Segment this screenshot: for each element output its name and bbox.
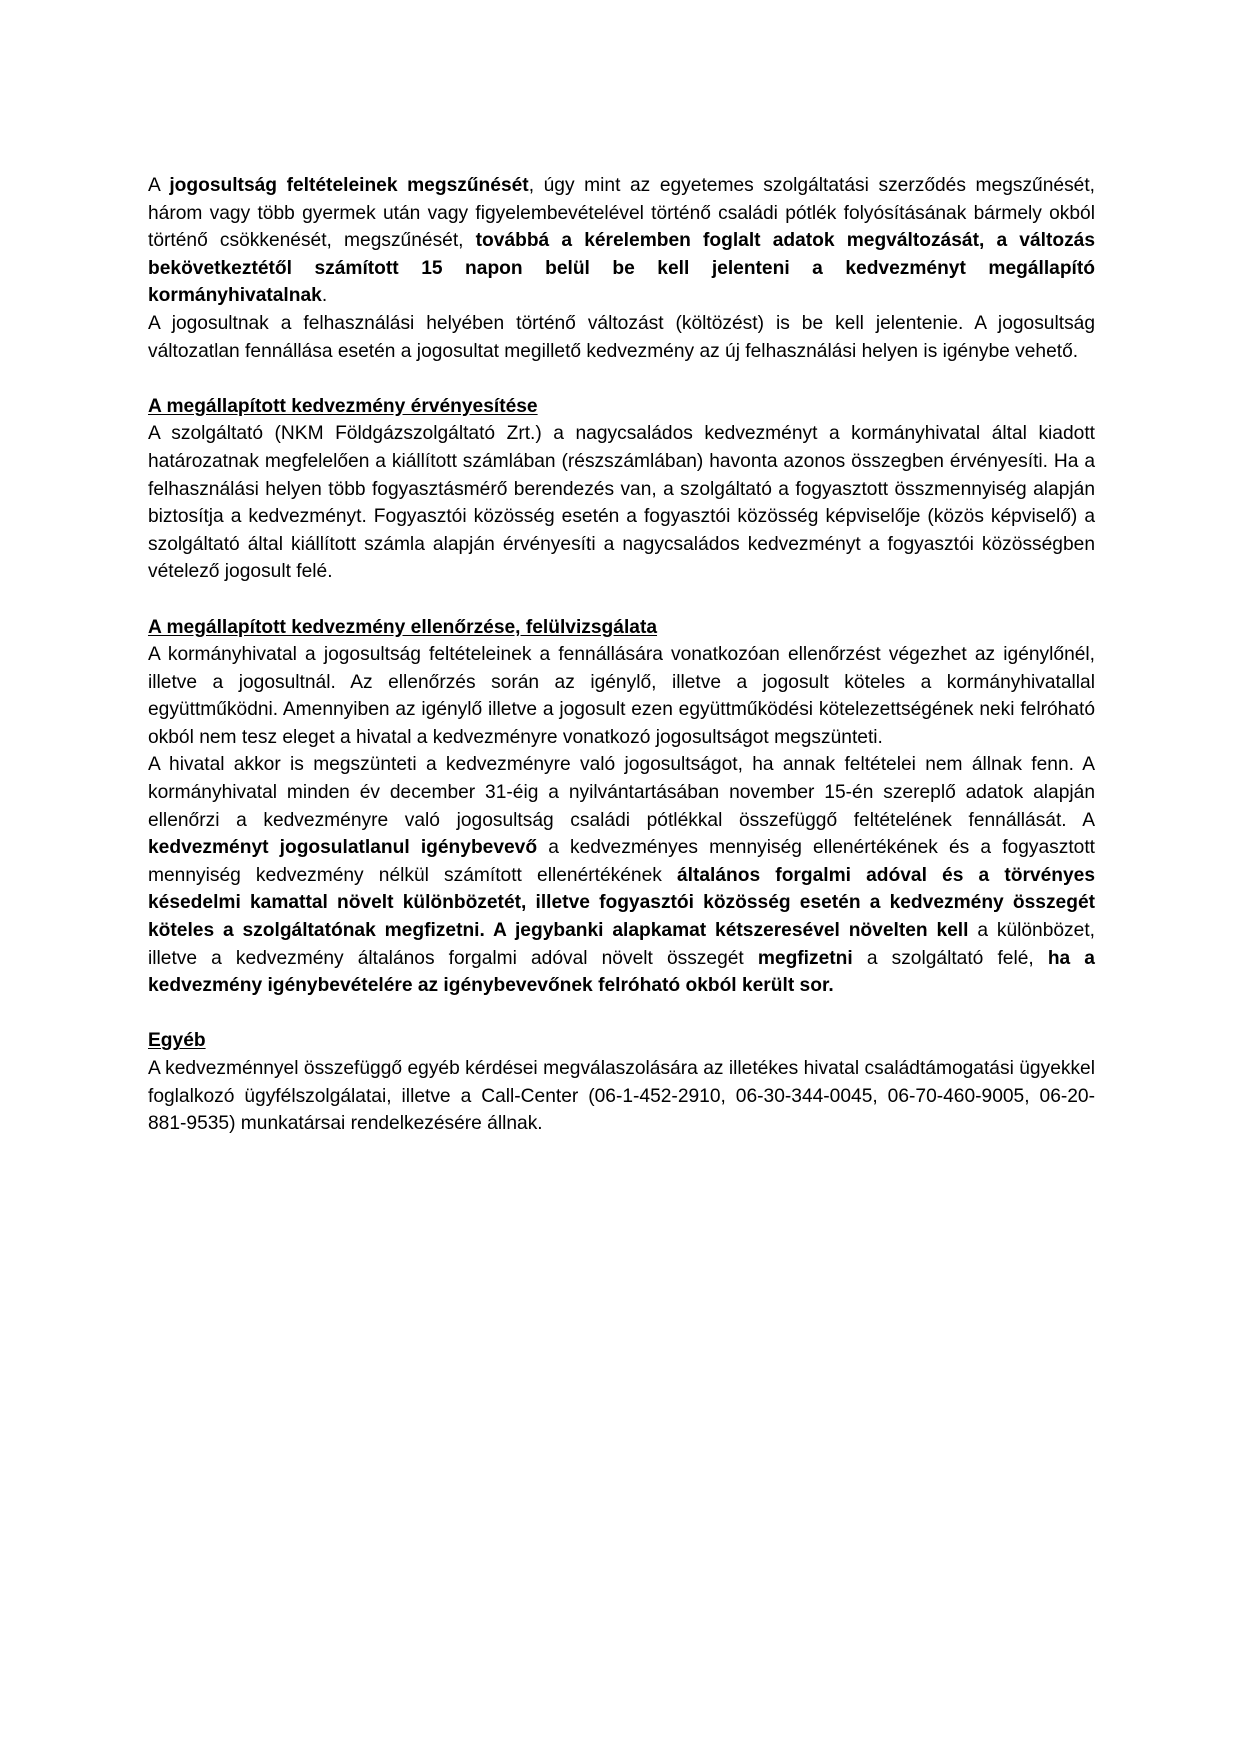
text-run: . (321, 285, 328, 307)
spacer (148, 586, 1095, 614)
bold-run: megfizetni (757, 947, 853, 969)
heading-verification: A megállapított kedvezmény ellenőrzése, felülvizsgálata (148, 616, 658, 638)
bold-run: jogosultság feltételeinek megszűnését (169, 175, 529, 196)
spacer (148, 365, 1095, 393)
bold-run: általános forgalmi adóval és a törvényes késedelmi kamattal növelt különbözetét, illetve fogyasztói közösség esetén a kedvezmény összegét köteles a szolgáltatónak megfizetni. A jegybanki alapkamat kétszeresével növelten kell (148, 864, 1095, 942)
text-run: a különbözet, illetve a kedvezmény általános forgalmi adóval növelt összegét (148, 920, 1095, 969)
paragraph-enforcement: A szolgáltató (NKM Földgázszolgáltató Zrt.) a nagycsaládos kedvezményt a kormányhivatal által kiadott határozatnak megfelelően a kiállított számlában (részszámlában) havonta azonos összegben érvényesíti. Ha a felhasználási helyen több fogyasztásmérő berendezés van, a szolgáltató a fogyasztott összmennyiség alapján biztosítja a kedvezményt. Fogyasztói közösség esetén a fogyasztói közösség képviselője (közös képviselő) a szolgáltató által kiállított számla alapján érvényesíti a nagycsaládos kedvezményt a fogyasztói közösségben vételező jogosult felé. (148, 423, 1095, 583)
heading-enforcement: A megállapított kedvezmény érvényesítése (148, 395, 538, 417)
heading-other: Egyéb (148, 1030, 206, 1052)
text-run: A (148, 175, 170, 196)
paragraph-verification: A kormányhivatal a jogosultság feltételeinek a fennállására vonatkozóan ellenőrzést végezhet az igénylőnél, illetve a jogosultnál. Az ellenőrzés során az igénylő, illetve a jogosult köteles a kormányhivatallal együttműködni. Amennyiben az igénylő illetve a jogosult ezen együttműködési kötelezettségének neki felróható okból nem tesz eleget a hivatal a kedvezményre vonatkozó jogosultságot megszünteti. (148, 644, 1095, 748)
bold-run: kedvezményt jogosulatlanul igénybevevő (148, 837, 538, 859)
paragraph-termination-and-repayment (148, 751, 1095, 999)
text-run: A hivatal akkor is megszünteti a kedvezményre való jogosultságot, ha annak feltételei nem állnak fenn. A kormányhivatal minden év december 31-éig a nyilvántartásában november 15-én szereplő adatok alapján ellenőrzi a kedvezményre való jogosultság családi pótlékkal összefüggő feltételének fennállását. A (148, 754, 1095, 831)
text-run: , úgy mint az egyetemes szolgáltatási szerződés megszűnését, három vagy több gyermek után vagy figyelembevételével történő családi pótlék folyósításának bármely okból történő csökkenését, megszűnését, (148, 175, 1095, 252)
paragraph-eligibility-termination (148, 172, 1095, 310)
text-run: a szolgáltató felé, (852, 947, 1048, 969)
paragraph-contact-info: A kedvezménnyel összefüggő egyéb kérdései megválaszolására az illetékes hivatal családtámogatási ügyekkel foglalkozó ügyfélszolgálatai, illetve a Call-Center (06-1-452-2910, 06-30-344-0045, 06-70-460-9005, 06-20-881-9535) munkatársai rendelkezésére állnak. (148, 1058, 1095, 1135)
bold-run: ha a kedvezmény igénybevételére az igénybevevőnek felróható okból került sor. (148, 947, 1095, 997)
spacer (148, 1000, 1095, 1028)
paragraph-change-of-location: A jogosultnak a felhasználási helyében történő változást (költözést) is be kell jelentenie. A jogosultság változatlan fennállása esetén a jogosultat megillető kedvezmény az új felhasználási helyen is igénybe vehető. (148, 312, 1095, 362)
document-page (148, 172, 1095, 1138)
text-run: a kedvezményes mennyiség ellenértékének és a fogyasztott mennyiség kedvezmény nélkül számított ellenértékének (148, 837, 1095, 886)
bold-run: továbbá a kérelemben foglalt adatok megváltozását, a változás bekövetkeztétől számított 15 napon belül be kell jelenteni a kedvezményt megállapító kormányhivatalnak (148, 230, 1096, 307)
